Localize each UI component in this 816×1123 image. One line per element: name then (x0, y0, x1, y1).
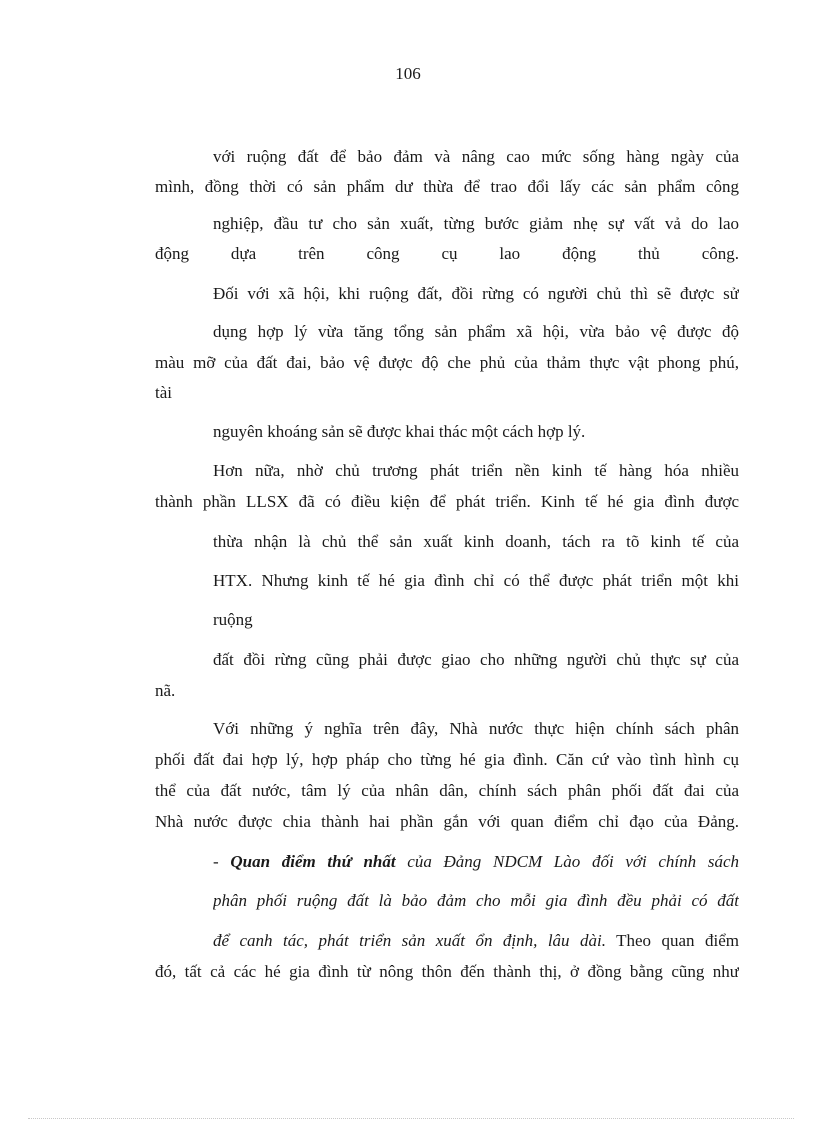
word: dựa (230, 244, 257, 263)
word: công. (701, 244, 739, 263)
word: trên (298, 244, 325, 263)
text-line: phối đất đai hợp lý, hợp pháp cho từng hé gia đình. Căn cứ vào tình hình cụ (155, 750, 739, 769)
text-line: nghiệp, đầu tư cho sản xuất, từng bước giảm nhẹ sự vất vả do lao (213, 214, 739, 233)
page-number: 106 (395, 64, 421, 83)
dash: - (213, 852, 231, 871)
normal-text: Theo quan điểm (605, 931, 739, 950)
italic-text: của Đảng NDCM Lào đối với chính sách (395, 852, 739, 871)
text-line: tài (155, 383, 172, 402)
text-line: Hơn nữa, nhờ chủ trương phát triển nền kinh tế hàng hóa nhiều (213, 461, 739, 480)
word: công (366, 244, 400, 263)
text-line: ruộng (213, 610, 253, 629)
text-line: đó, tất cả các hé gia đình từ nông thôn đến thành thị, ở đồng bằng cũng như (155, 962, 739, 981)
italic-text: để canh tác, phát triển sản xuất ổn định, lâu dài. (213, 931, 606, 950)
word: động (155, 244, 189, 263)
text-line: dụng hợp lý vừa tăng tổng sản phẩm xã hội, vừa bảo vệ được độ (213, 322, 739, 341)
word: cụ (441, 244, 458, 263)
text-line-mixed (213, 930, 739, 952)
text-line: nã. (155, 681, 176, 700)
text-line: thừa nhận là chủ thể sản xuất kinh doanh, tách ra tõ kinh tế của (213, 532, 739, 551)
footer-divider (28, 1118, 794, 1119)
text-line: Đối với xã hội, khi ruộng đất, đồi rừng có người chủ thì sẽ được sử (213, 284, 739, 303)
text-line: nguyên khoáng sản sẽ được khai thác một cách hợp lý. (213, 422, 586, 441)
text-line: thể của đất nước, tâm lý của nhân dân, chính sách phân phối đất đai của (155, 781, 739, 800)
text-line: thành phần LLSX đã có điều kiện để phát triển. Kinh tế hé gia đình được (155, 492, 739, 511)
word: thủ (638, 244, 660, 263)
text-line: màu mỡ của đất đai, bảo vệ được độ che phủ của thảm thực vật phong phú, (155, 353, 739, 372)
text-line: Nhà nước được chia thành hai phần gắn với quan điểm chỉ đạo của Đảng. (155, 812, 739, 831)
text-line-spread (155, 243, 739, 265)
word: lao (499, 244, 521, 263)
word: động (562, 244, 597, 263)
text-line: HTX. Nhưng kinh tế hé gia đình chỉ có thể được phát triển một khi (213, 571, 739, 590)
bold-label: Quan điểm thứ nhất (230, 852, 396, 871)
text-line: Với những ý nghĩa trên đây, Nhà nước thực hiện chính sách phân (213, 719, 739, 738)
text-line: mình, đồng thời có sản phẩm dư thừa để trao đổi lấy các sản phẩm công (155, 177, 739, 196)
text-line: với ruộng đất để bảo đảm và nâng cao mức sống hàng ngày của (213, 147, 739, 166)
text-line-quan-diem (213, 851, 739, 873)
text-line: phân phối ruộng đất là bảo đảm cho mỗi gia đình đều phải có đất (213, 891, 739, 910)
text-line: đất đồi rừng cũng phải được giao cho những người chủ thực sự của (213, 650, 739, 669)
